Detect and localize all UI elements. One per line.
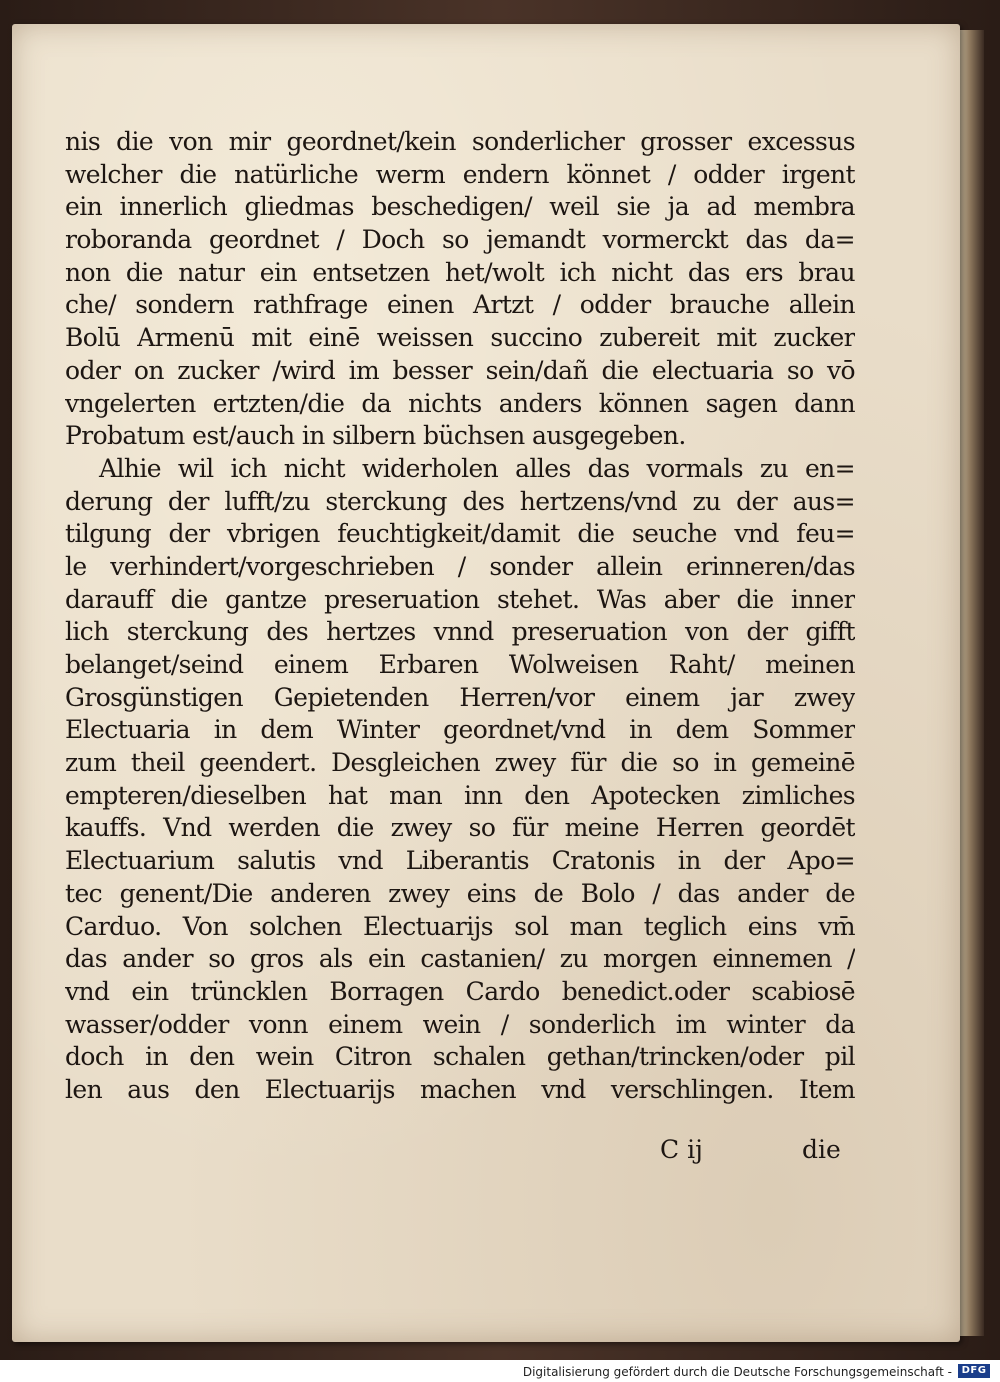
- text-line: ein innerlich gliedmas beschedigen/ weil sie ja ad membra: [65, 192, 855, 222]
- text-line: Carduo. Von solchen Electuarijs sol man teglich eins vm̄: [65, 911, 855, 941]
- text-line: che/ sondern rathfrage einen Artzt / odder brauche allein: [65, 290, 855, 320]
- text-line: oder on zucker /wird im besser sein/dañ die electuaria so vō: [65, 355, 855, 385]
- text-line: vngelerten ertzten/die da nichts anders können sagen dann: [65, 388, 855, 418]
- text-line: doch in den wein Citron schalen gethan/trincken/oder pil: [65, 1042, 855, 1072]
- dfg-logo-icon: DFG: [958, 1364, 990, 1378]
- page-text: [65, 126, 855, 1107]
- signature-mark: C ij: [660, 1135, 703, 1164]
- text-line: roboranda geordnet / Doch so jemandt vormerckt das da=: [65, 225, 855, 255]
- text-line: wasser/odder vonn einem wein / sonderlich im winter da: [65, 1009, 855, 1039]
- text-line: len aus den Electuarijs machen vnd verschlingen. Item: [65, 1074, 855, 1104]
- page-edge: [960, 30, 984, 1336]
- text-line: lich sterckung des hertzes vnnd preseruation von der gifft: [65, 617, 855, 647]
- text-line: belanget/seind einem Erbaren Wolweisen Raht/ meinen: [65, 650, 855, 679]
- text-line: empteren/dieselben hat man inn den Apotecken zimliches: [65, 780, 855, 810]
- funding-credit: Digitalisierung gefördert durch die Deutsche Forschungsgemeinschaft -: [522, 1365, 952, 1379]
- text-line: Electuarium salutis vnd Liberantis Cratonis in der Apo=: [65, 846, 855, 876]
- text-line: das ander so gros als ein castanien/ zu morgen einnemen /: [65, 944, 855, 974]
- catchword: die: [802, 1135, 841, 1164]
- text-line: welcher die natürliche werm endern könnet / odder irgent: [65, 159, 855, 189]
- text-line: non die natur ein entsetzen het/wolt ich nicht das ers brau: [65, 257, 855, 287]
- text-line: tilgung der vbrigen feuchtigkeit/damit die seuche vnd feu=: [65, 519, 855, 549]
- text-line: Electuaria in dem Winter geordnet/vnd in dem Sommer: [65, 715, 855, 745]
- text-line: Grosgünstigen Gepietenden Herren/vor einem jar zwey: [65, 682, 855, 712]
- text-line: Probatum est/auch in silbern büchsen ausgegeben.: [65, 421, 686, 451]
- text-line: zum theil geendert. Desgleichen zwey für die so in gemeinē: [65, 748, 855, 778]
- text-line: tec genent/Die anderen zwey eins de Bolo / das ander de: [65, 878, 855, 908]
- text-line: kauffs. Vnd werden die zwey so für meine Herren geordēt: [65, 813, 855, 843]
- text-line: le verhindert/vorgeschrieben / sonder allein erinneren/das: [65, 551, 855, 581]
- text-line: Bolū Armenū mit einē weissen succino zubereit mit zucker: [65, 323, 855, 353]
- text-line: derung der lufft/zu sterckung des hertzens/vnd zu der aus=: [65, 486, 855, 516]
- text-line: vnd ein trüncklen Borragen Cardo benedict.oder scabiosē: [65, 976, 855, 1006]
- paragraph-start-line: Alhie wil ich nicht widerholen alles das vormals zu en=: [99, 453, 855, 483]
- text-line: darauff die gantze preseruation stehet. Was aber die inner: [65, 584, 855, 614]
- text-line: nis die von mir geordnet/kein sonderlicher grosser excessus: [65, 127, 855, 156]
